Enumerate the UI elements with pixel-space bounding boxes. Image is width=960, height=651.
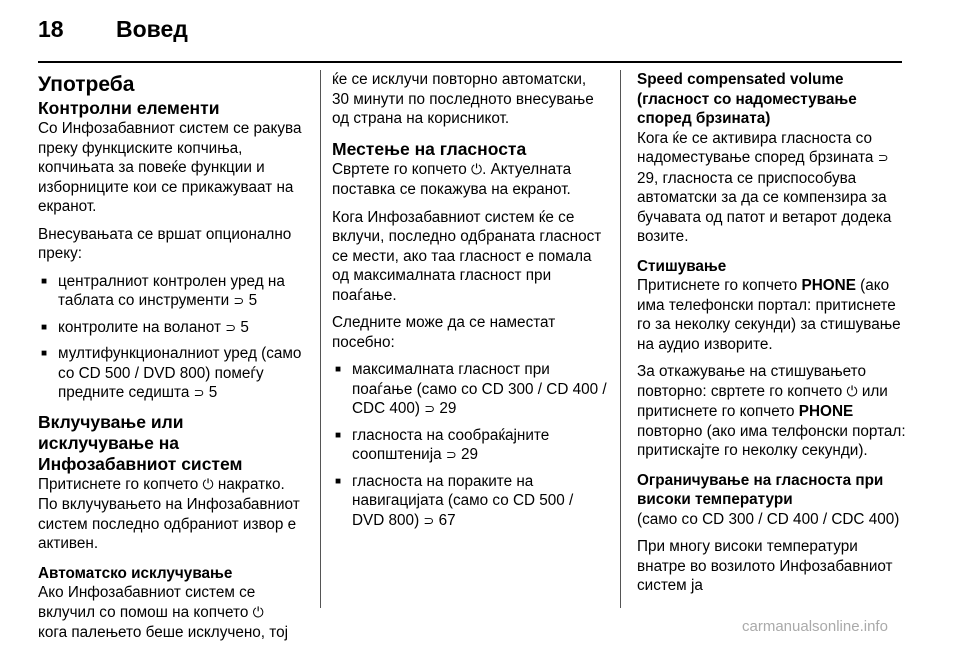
speed-volume-heading: Speed compensated volume (гласност со надоместување според брзината) (637, 71, 857, 127)
power-button-icon: ⏻ (846, 383, 858, 400)
on-off-heading: Вклучување или исклучување на Инфозабавниот систем (38, 411, 243, 474)
reference-icon: ⊃ (423, 513, 435, 529)
page-reference: 29 (461, 446, 479, 463)
page-number: 18 (38, 16, 64, 42)
column-1 (38, 70, 304, 651)
list-item: ■ контролите на воланот ⊃ 5 (38, 318, 304, 339)
list-item: ■ мултифункционалниот уред (само со CD 500 / DVD 800) помеѓу предните седишта ⊃ 5 (38, 344, 304, 404)
reference-icon: ⊃ (225, 320, 237, 336)
list-item: ■ гласноста на сообраќајните соопштенија ⊃ 29 (332, 426, 607, 466)
page-reference: 29 (637, 169, 655, 187)
volume-heading: Местење на гласноста (332, 138, 527, 159)
controls-list (38, 272, 304, 404)
temperature-paragraph-2: При многу високи температури внатре во возилото Инфозабавниот систем ја (637, 538, 893, 594)
volume-paragraph-1: Свртете го копчето ⏻. Актуелната поставка се покажува на екранот. (332, 160, 572, 198)
list-item: ■ максималната гласност при поаѓање (само со CD 300 / CD 400 / CDC 400) ⊃ 29 (332, 360, 607, 420)
column-3 (637, 70, 907, 604)
reference-icon: ⊃ (445, 448, 457, 463)
speed-volume-paragraph: Кога ќе се активира гласноста со надоместување според брзината ⊃ 29, гласноста се приспособува автоматски за да се компензира за бучавата од патот и ветарот додека возите. (637, 129, 892, 245)
reference-icon: ⊃ (233, 294, 245, 309)
temperature-limit-heading: Ограничување на гласноста при високи температури (637, 471, 884, 508)
volume-paragraph-2: Кога Инфозабавниот систем ќе се вклучи, последно одбраната гласност се мести, ако таа гласност е помала од максималната гласност при поаѓање. (332, 208, 602, 304)
column-divider-1 (320, 70, 321, 608)
controls-heading: Контролни елементи (38, 98, 220, 118)
temperature-paragraph-1: (само со CD 300 / CD 400 / CDC 400) (637, 510, 900, 528)
auto-off-continuation: ќе се исклучи повторно автоматски, 30 минути по последното внесување од страна на корисникот. (332, 71, 594, 127)
page-title: Вовед (116, 16, 188, 42)
page-reference: 5 (240, 318, 249, 336)
controls-paragraph-1: Со Инфозабавниот систем се ракува преку функциските копчиња, копчињата за повеќе функции и изборниците кои се прикажуваат на екранот. (38, 120, 302, 215)
on-off-paragraph: Притиснете го копчето ⏻ накратко. По вклучувањето на Инфозабавниот систем последно одбраниот извор е активен. (38, 475, 300, 552)
unmute-paragraph: За откажување на стишувањето повторно: свртете го копчето ⏻ или притиснете го копчето PHONE повторно (ако има телфонски портал: притискајте го неколку секунди). (637, 363, 906, 459)
list-item: ■ гласноста на пораките на навигацијата (само со CD 500 / DVD 800) ⊃ 67 (332, 472, 607, 532)
reference-icon: ⊃ (193, 386, 205, 401)
list-item: ■ централниот контролен уред на таблата со инструменти ⊃ 5 (38, 272, 304, 312)
page-reference: 29 (439, 400, 457, 417)
phone-key-label: PHONE (801, 277, 856, 294)
controls-paragraph-2: Внесувањата се вршат опционално преку: (38, 225, 292, 262)
phone-key-label: PHONE (798, 403, 854, 420)
column-2 (332, 70, 607, 539)
header-rule (38, 61, 902, 63)
auto-off-heading: Автоматско исклучување (38, 564, 233, 582)
page-reference: 5 (208, 384, 218, 401)
volume-list (332, 360, 607, 531)
page-reference: 5 (248, 292, 258, 309)
column-divider-2 (620, 70, 621, 608)
volume-paragraph-3: Следните може да се наместат посебно: (332, 314, 556, 351)
power-button-icon: ⏻ (252, 604, 264, 621)
power-button-icon: ⏻ (471, 161, 483, 178)
watermark: carmanualsonline.info (742, 618, 888, 635)
reference-icon: ⊃ (424, 402, 436, 417)
page-reference: 67 (438, 511, 456, 529)
mute-paragraph: Притиснете го копчето PHONE (ако има телефонски портал: притиснете го за неколку секунди) за стишување на аудио изворите. (637, 277, 901, 353)
reference-icon: ⊃ (877, 151, 889, 166)
power-button-icon: ⏻ (202, 476, 214, 493)
section-title: Употреба (38, 73, 135, 96)
mute-heading: Стишување (637, 257, 727, 275)
auto-off-paragraph: Ако Инфозабавниот систем се вклучил со помош на копчето ⏻ кога палењето беше исклучено, тој (38, 584, 289, 641)
